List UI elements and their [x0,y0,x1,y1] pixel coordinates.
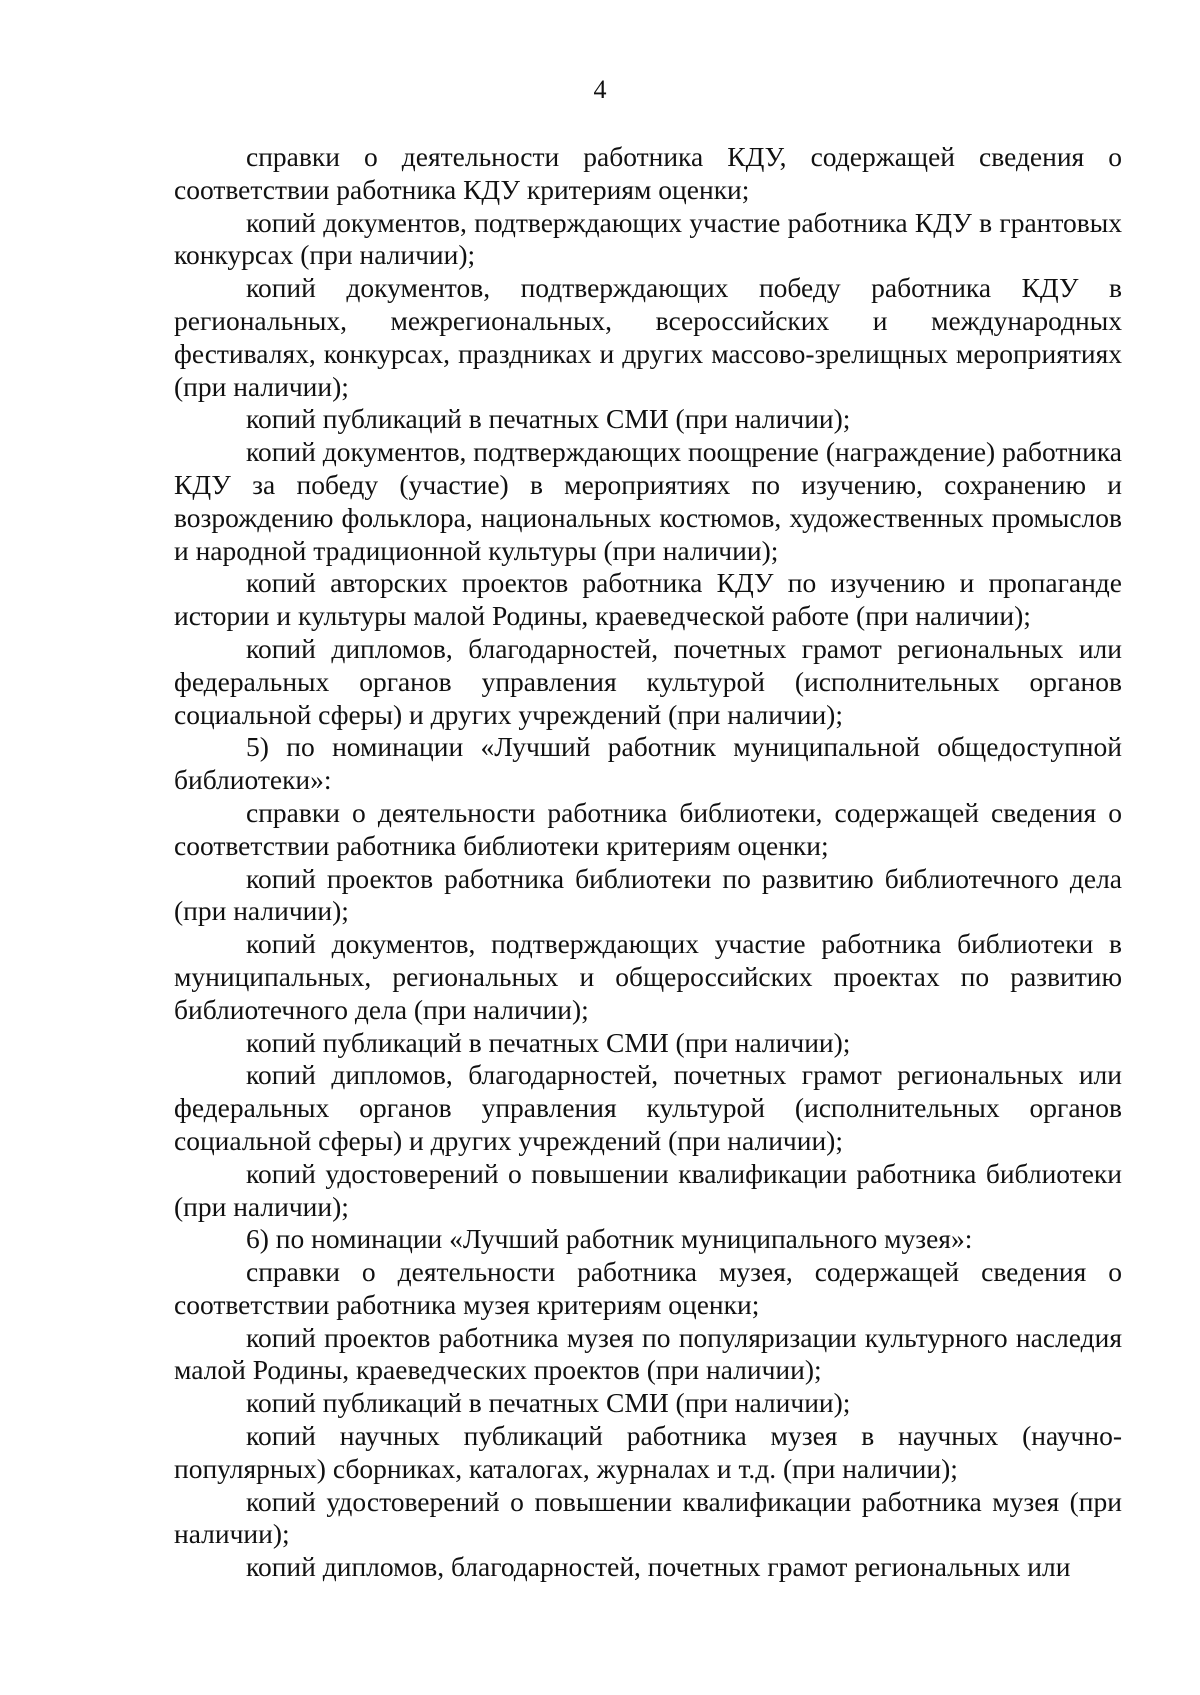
paragraph: справки о деятельности работника КДУ, содержащей сведения о соответствии работника КДУ критериям оценки; [174,141,1122,205]
nomination-heading: 5) по номинации «Лучший работник муниципальной общедоступной библиотеки»: [174,731,1122,796]
paragraph: копий документов, подтверждающих победу работника КДУ в региональных, межрегиональных, всероссийских и международных фестивалях, конкурсах, праздниках и других массово-зрелищных мероприятиях (при наличии); [174,272,1122,402]
paragraph: копий публикаций в печатных СМИ (при наличии); [246,1387,851,1419]
paragraph: копий проектов работника библиотеки по развитию библиотечного дела (при наличии); [174,862,1122,927]
paragraph: копий документов, подтверждающих участие работника библиотеки в муниципальных, региональных и общероссийских проектах по развитию библиотечного дела (при наличии); [174,928,1122,1025]
paragraph: справки о деятельности работника музея, содержащей сведения о соответствии работника музея критериям оценки; [174,1256,1122,1320]
paragraph: копий публикаций в печатных СМИ (при наличии); [246,1026,851,1058]
paragraph: копий дипломов, благодарностей, почетных грамот региональных или [246,1551,1071,1583]
paragraph: копий дипломов, благодарностей, почетных грамот региональных или федеральных органов управления культурой (исполнительных органов социальной сферы) и других учреждений (при наличии); [174,632,1122,730]
paragraph: копий научных публикаций работника музея в научных (научно-популярных) сборниках, каталогах, журналах и т.д. (при наличии); [174,1420,1122,1484]
paragraph: копий документов, подтверждающих участие работника КДУ в грантовых конкурсах (при наличии); [174,206,1122,271]
paragraph: копий документов, подтверждающих поощрение (награждение) работника КДУ за победу (участие) в мероприятиях по изучению, сохранению и возрождению фольклора, национальных костюмов, художественных промыслов и народной традиционной культуры (при наличии); [174,436,1123,566]
paragraph: копий публикаций в печатных СМИ (при наличии); [246,403,851,435]
paragraph: копий дипломов, благодарностей, почетных грамот региональных или федеральных органов управления культурой (исполнительных органов социальной сферы) и других учреждений (при наличии); [174,1059,1122,1156]
document-body [174,141,1122,1584]
paragraph: копий удостоверений о повышении квалификации работника библиотеки (при наличии); [174,1157,1122,1222]
paragraph: справки о деятельности работника библиотеки, содержащей сведения о соответствии работника библиотеки критериям оценки; [174,796,1122,861]
paragraph: копий авторских проектов работника КДУ по изучению и пропаганде истории и культуры малой Родины, краеведческой работе (при наличии); [174,567,1122,632]
paragraph: копий проектов работника музея по популяризации культурного наследия малой Родины, краеведческих проектов (при наличии); [174,1321,1122,1386]
page-number: 4 [593,75,607,104]
nomination-heading: 6) по номинации «Лучший работник муниципального музея»: [246,1223,973,1255]
paragraph: копий удостоверений о повышении квалификации работника музея (при наличии); [174,1485,1122,1550]
